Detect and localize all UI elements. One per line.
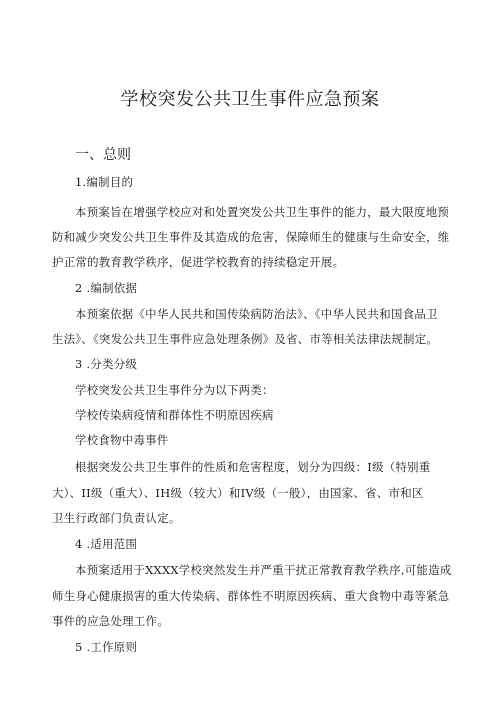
paragraph-line: 根据突发公共卫生事件的性质和危害程度，划分为四级：I级（特别重 bbox=[75, 460, 431, 474]
document-title: 学校突发公共卫生事件应急预案 bbox=[120, 89, 380, 110]
paragraph-line: 本预案依据《中华人民共和国传染病防治法》、《中华人民共和国食品卫 bbox=[75, 307, 438, 321]
paragraph-line: 本预案适用于XXXX学校突然发生并严重干扰正常教育教学秩序,可能造成 bbox=[75, 563, 452, 577]
paragraph-line: 生法》、《突发公共卫生事件应急处理条例》及省、市等相关法律法规制定。 bbox=[52, 332, 439, 346]
paragraph-line: 师生身心健康损害的重大传染病、群体性不明原因疾病、重大食物中毒等紧急 bbox=[52, 589, 450, 603]
subheading-purpose: 1.编制目的 bbox=[75, 175, 134, 189]
paragraph-line: 事件的应急处理工作。 bbox=[52, 614, 169, 628]
paragraph-line: 防和减少突发公共卫生事件及其造成的危害，保障师生的健康与生命安全，维 bbox=[52, 230, 450, 244]
paragraph-line: 本预案旨在增强学校应对和处置突发公共卫生事件的能力，最大限度地预 bbox=[75, 205, 450, 219]
subheading-basis: 2 .编制依据 bbox=[75, 281, 138, 295]
subheading-principles: 5 .工作原则 bbox=[75, 640, 138, 654]
paragraph-line: 卫生行政部门负责认定。 bbox=[52, 511, 181, 525]
paragraph-line: 大）、II级（重大）、IH级（较大）和IV级（一般），由国家、省、市和区 bbox=[52, 486, 424, 500]
subheading-scope: 4 .适用范围 bbox=[75, 537, 138, 551]
section-heading-general: 一、总则 bbox=[75, 147, 131, 163]
list-item: 学校传染病疫情和群体性不明原因疾病 bbox=[75, 408, 274, 422]
list-item: 学校食物中毒事件 bbox=[75, 433, 169, 447]
subheading-classification: 3 .分类分级 bbox=[75, 357, 138, 371]
paragraph-line: 护正常的教育教学秩序，促进学校教育的持续稳定开展。 bbox=[52, 255, 345, 269]
paragraph-line: 学校突发公共卫生事件分为以下两类： bbox=[75, 383, 274, 397]
